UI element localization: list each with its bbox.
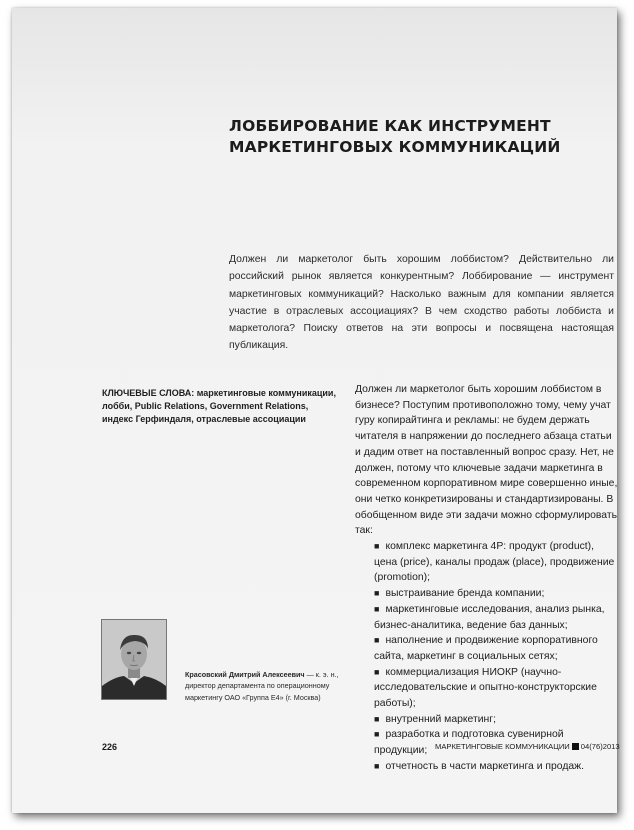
square-bullet-icon: ■ [374,729,380,740]
square-bullet-icon: ■ [374,588,380,599]
author-name: Красовский Дмитрий Алексеевич [185,670,305,679]
list-item: ■ внутренний маркетинг; [374,713,496,725]
list-item: ■ комплекс маркетинга 4P: продукт (product), цена (price), каналы продаж (place), продвижение (promotion); [374,541,615,584]
list-item: ■ отчетность в части маркетинга и продаж. [374,760,585,772]
body-intro: Должен ли маркетолог быть хорошим лоббистом в бизнесе? Поступим противоположно тому, чему учат гуру копирайтинга и рекламы: не будем держать читателя в напряжении до последнего абзаца статьи и дадим ответ на поставленный вопрос сразу. Нет, не должен, потому что ключевые задачи маркетинга в современном корпоративном мире совершенно иные, они четко конкретизированы и стандартизированы. В обобщенном виде эти задачи можно сформулировать так: [355,384,618,537]
square-bullet-icon: ■ [374,713,380,724]
square-bullet-icon: ■ [374,760,380,771]
author-info: — к. э. н., директор департамента по операционному маркетингу ОАО «Группа Е4» (г. Москва) [185,670,339,702]
square-bullet-icon: ■ [374,635,380,646]
author-caption [185,669,345,703]
article-title [229,116,569,158]
keywords-block: КЛЮЧЕВЫЕ СЛОВА: маркетинговые коммуникации, лобби, Public Relations, Government Relations, индекс Герфиндаля, отраслевые ассоциации [102,388,336,424]
square-bullet-icon: ■ [374,603,380,614]
article-body [355,382,618,775]
list-item: ■ разработка и подготовка сувенирной продукции; [374,729,564,757]
square-separator-icon [572,743,579,750]
title-line-2: МАРКЕТИНГОВЫХ КОММУНИКАЦИЙ [229,138,561,156]
list-item: ■ маркетинговые исследования, анализ рынка, бизнес-аналитика, ведение баз данных; [374,603,605,631]
title-line-1: ЛОББИРОВАНИЕ КАК ИНСТРУМЕНТ [229,117,551,135]
journal-name: МАРКЕТИНГОВЫЕ КОММУНИКАЦИИ [435,742,570,751]
list-item: ■ коммерциализация НИОКР (научно-исследовательские и опытно-конструкторские работы); [374,666,597,710]
magazine-page [12,8,620,813]
author-photo [101,619,167,700]
page-number: 226 [102,742,118,752]
square-bullet-icon: ■ [374,666,380,677]
list-item: ■ наполнение и продвижение корпоративного сайта, маркетинг в социальных сетях; [374,635,598,662]
journal-issue: 04(76)2013 [580,742,620,751]
square-bullet-icon: ■ [374,541,380,552]
journal-footer [435,742,620,751]
list-item: ■ выстраивание бренда компании; [374,588,545,600]
article-lead: Должен ли маркетолог быть хорошим лоббистом? Действительно ли российский рынок является конкурентным? Лоббирование — инструмент маркетинговых коммуникаций? Насколько важным для компании является участие в отраслевых ассоциациях? В чем сходство работы лоббиста и маркетолога? Поиску ответов на эти вопросы и посвящена настоящая публикация. [229,254,614,352]
